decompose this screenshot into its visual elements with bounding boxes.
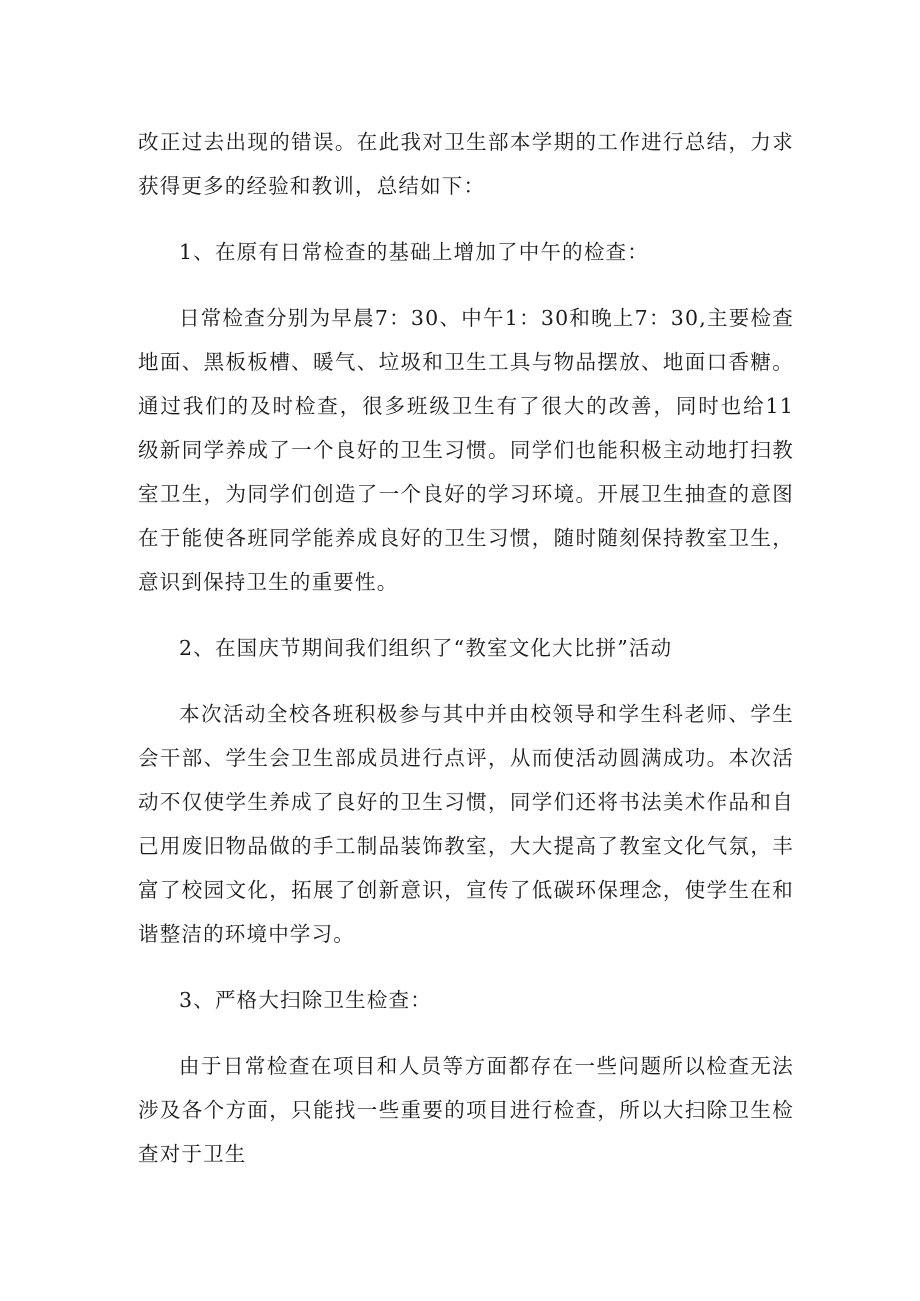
section-heading-1: 1、在原有日常检查的基础上增加了中午的检查： xyxy=(179,240,649,264)
paragraph-section-2: 本次活动全校各班积极参与其中并由校领导和学生科老师、学生会干部、学生会卫生部成员进行点评，从而使活动圆满成功。本次活动不仅使学生养成了良好的卫生习惯，同学们还将书法美术作品和自己用废旧物品做的手工制品装饰教室，大大提高了教室文化气氛，丰富了校园文化，拓展了创新意识，宣传了低碳环保理念，使学生在和谐整洁的环境中学习。 xyxy=(138,702,794,946)
document-body xyxy=(138,120,794,1198)
paragraph-intro: 改正过去出现的错误。在此我对卫生部本学期的工作进行总结，力求获得更多的经验和教训，总结如下： xyxy=(138,130,794,198)
paragraph-section-1: 日常检查分别为早晨7：30、中午1：30和晚上7：30,主要检查地面、黑板板槽、暖气、垃圾和卫生工具与物品摆放、地面口香糖。通过我们的及时检查，很多班级卫生有了很大的改善，同时也给11级新同学养成了一个良好的卫生习惯。同学们也能积极主动地打扫教室卫生，为同学们创造了一个良好的学习环境。开展卫生抽查的意图在于能使各班同学能养成良好的卫生习惯，随时随刻保持教室卫生，意识到保持卫生的重要性。 xyxy=(138,306,794,594)
section-heading-3: 3、严格大扫除卫生检查： xyxy=(179,988,432,1012)
section-heading-2: 2、在国庆节期间我们组织了“教室文化大比拼”活动 xyxy=(179,636,673,660)
paragraph-section-3: 由于日常检查在项目和人员等方面都存在一些问题所以检查无法涉及各个方面，只能找一些重要的项目进行检查，所以大扫除卫生检查对于卫生 xyxy=(138,1054,794,1166)
